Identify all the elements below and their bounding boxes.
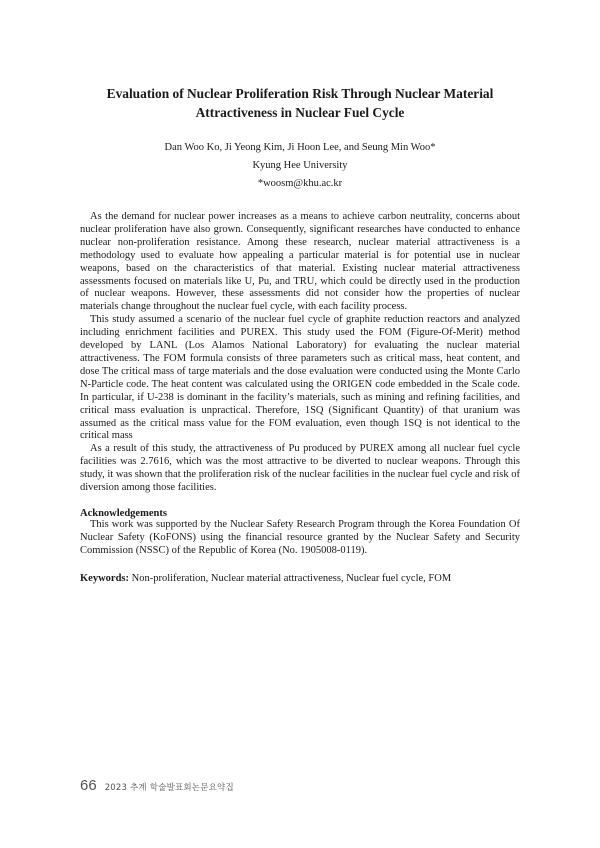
affiliation: Kyung Hee University bbox=[252, 160, 348, 171]
author-list: Dan Woo Ko, Ji Yeong Kim, Ji Hoon Lee, and Seung Min Woo* bbox=[164, 142, 436, 153]
keywords-label: Keywords: bbox=[80, 573, 129, 584]
acknowledgements-heading: Acknowledgements bbox=[80, 508, 167, 519]
title-line-1: Evaluation of Nuclear Proliferation Risk Through Nuclear Material bbox=[106, 86, 494, 101]
keywords-line bbox=[80, 572, 520, 585]
corresponding-email: *woosm@khu.ac.kr bbox=[257, 178, 343, 189]
journal-name: 2023 추계 학술발표회논문요약집 bbox=[104, 783, 234, 793]
page-number: 66 bbox=[80, 777, 97, 794]
abstract-paragraph-1: As the demand for nuclear power increases as a means to achieve carbon neutrality, concerns about nuclear proliferation have also grown. Consequently, significant researches have conducted to enhance nuclear non-proliferation resistance. Among these research, nuclear material attractiveness is a methodology used to evaluate how appealing a particular material is for potential use in nuclear weapons, based on the characteristics of that material. Existing nuclear material attractiveness assessments focused on materials like U, Pu, and TRU, which could be directly used in the production of nuclear weapons. However, these assessments did not consider how the properties of nuclear materials change throughout the nuclear fuel cycle, with each facility process. bbox=[80, 211, 520, 313]
abstract-body bbox=[80, 211, 520, 495]
acknowledgements-text: This work was supported by the Nuclear Safety Research Program through the Korea Foundation Of Nuclear Safety (KoFONS) using the financial resource granted by the Nuclear Safety and Security Commission (NSSC) of the Republic of Korea (No. 1905008-0119). bbox=[80, 519, 520, 556]
acknowledgements-section bbox=[80, 519, 520, 558]
page-footer bbox=[80, 777, 234, 794]
title-line-2: Attractiveness in Nuclear Fuel Cycle bbox=[195, 105, 405, 120]
abstract-paragraph-2: This study assumed a scenario of the nuclear fuel cycle of graphite reduction reactors and analyzed including enrichment facilities and PUREX. This study used the FOM (Figure-Of-Merit) method developed by LANL (Los Alamos National Laboratory) for evaluating the nuclear material attractiveness. The FOM formula consists of three parameters such as critical mass, heat content, and dose The critical mass of targe materials and the dose evaluation were conducted using the Monte Carlo N-Particle code. The heat content was calculated using the ORIGEN code embedded in the Scale code. In particular, if U-238 is dominant in the facility’s materials, such as mining and refining facilities, and critical mass evaluation is unpractical. Therefore, 1SQ (Significant Quantity) of that uranium was assumed as the critical mass value for the FOM evaluation, even though 1SQ is not identical to the critical mass bbox=[80, 314, 520, 442]
keywords-text: Non-proliferation, Nuclear material attractiveness, Nuclear fuel cycle, FOM bbox=[129, 573, 452, 584]
abstract-paragraph-3: As a result of this study, the attractiveness of Pu produced by PUREX among all nuclear fuel cycle facilities was 2.7616, which was the most attractive to be diverted to nuclear weapons. Through this study, it was shown that the proliferation risk of the nuclear facilities in the nuclear fuel cycle and risk of diversion among those facilities. bbox=[80, 443, 520, 494]
paper-title bbox=[80, 84, 520, 122]
